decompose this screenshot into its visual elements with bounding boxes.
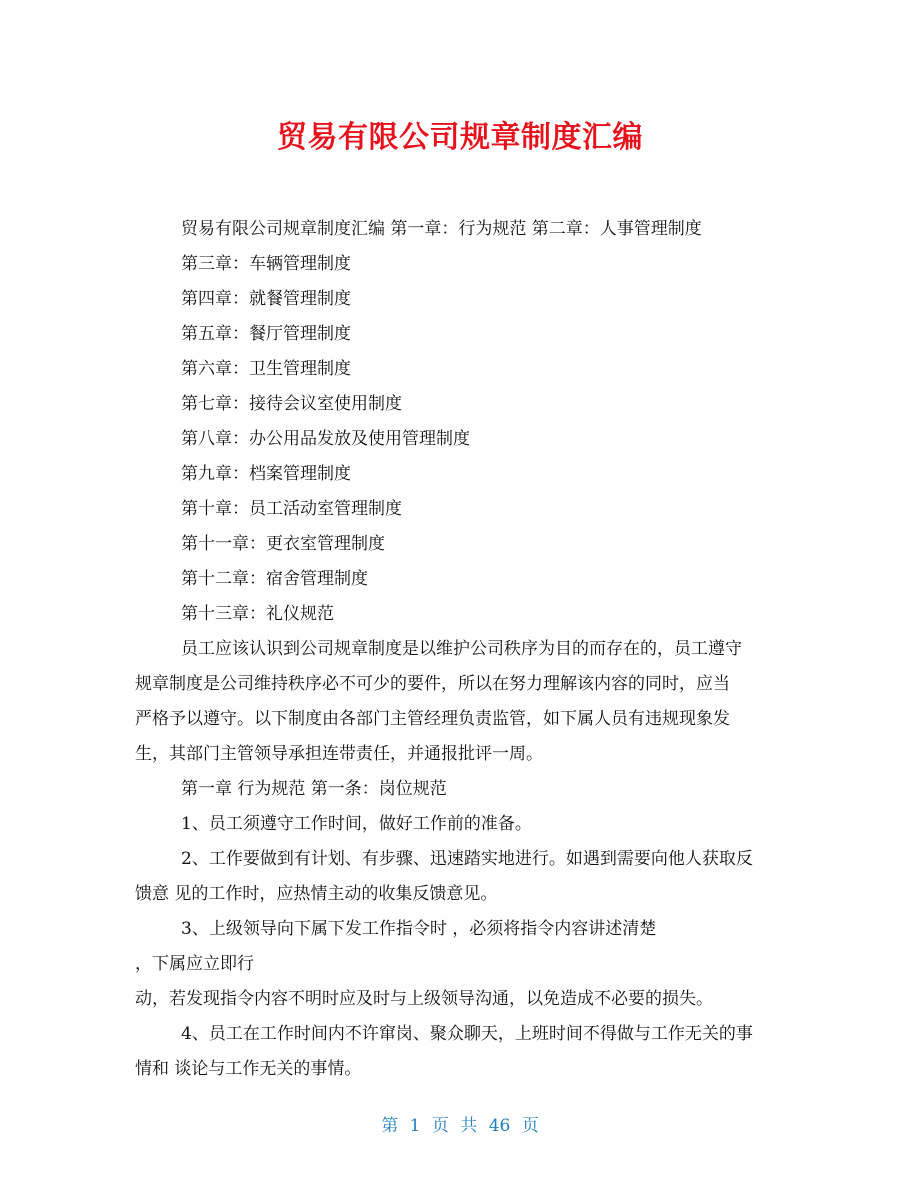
paragraph-line: 馈意 见的工作时，应热情主动的收集反馈意见。 <box>135 884 498 904</box>
paragraph-line: 第七章：接待会议室使用制度 <box>181 394 402 414</box>
paragraph-line: 情和 谈论与工作无关的事情。 <box>135 1059 362 1079</box>
paragraph-line: 员工应该认识到公司规章制度是以维护公司秩序为目的而存在的，员工遵守 <box>181 639 742 659</box>
paragraph-line: 严格予以遵守。以下制度由各部门主管经理负责监管，如下属人员有违规现象发 <box>135 709 730 729</box>
paragraph-line: 3、上级领导向下属下发工作指令时 ，必须将指令内容讲述清楚 <box>181 919 657 939</box>
paragraph-line: 第五章：餐厅管理制度 <box>181 324 351 344</box>
paragraph-line: 规章制度是公司维持秩序必不可少的要件，所以在努力理解该内容的同时，应当 <box>135 674 730 694</box>
paragraph-line: 1、员工须遵守工作时间，做好工作前的准备。 <box>181 814 532 834</box>
paragraph-line: 第十三章：礼仪规范 <box>181 604 334 624</box>
paragraph-line: 第四章：就餐管理制度 <box>181 289 351 309</box>
paragraph-line: 2、工作要做到有计划、有步骤、迅速踏实地进行。如遇到需要向他人获取反 <box>181 849 753 869</box>
paragraph-line: 4、员工在工作时间内不许窜岗、聚众聊天，上班时间不得做与工作无关的事 <box>181 1024 753 1044</box>
paragraph-line: 第三章：车辆管理制度 <box>181 254 351 274</box>
paragraph-line: 第十章：员工活动室管理制度 <box>181 499 402 519</box>
document-title: 贸易有限公司规章制度汇编 <box>277 120 643 155</box>
paragraph-line: 第六章：卫生管理制度 <box>181 359 351 379</box>
paragraph-line: 第八章：办公用品发放及使用管理制度 <box>181 429 470 449</box>
paragraph-line: 贸易有限公司规章制度汇编 第一章：行为规范 第二章：人事管理制度 <box>181 219 702 239</box>
paragraph-line: 第一章 行为规范 第一条：岗位规范 <box>181 779 447 799</box>
paragraph-line: 第十一章：更衣室管理制度 <box>181 534 385 554</box>
paragraph-line: 第九章：档案管理制度 <box>181 464 351 484</box>
page-number-footer: 第 1 页 共 46 页 <box>381 1116 539 1136</box>
paragraph-line: 第十二章：宿舍管理制度 <box>181 569 368 589</box>
paragraph-line: ，下属应立即行 <box>135 954 254 974</box>
paragraph-line: 生，其部门主管领导承担连带责任，并通报批评一周。 <box>135 744 543 764</box>
document-body <box>135 212 790 1087</box>
paragraph-line: 动，若发现指令内容不明时应及时与上级领导沟通，以免造成不必要的损失。 <box>135 989 713 1009</box>
